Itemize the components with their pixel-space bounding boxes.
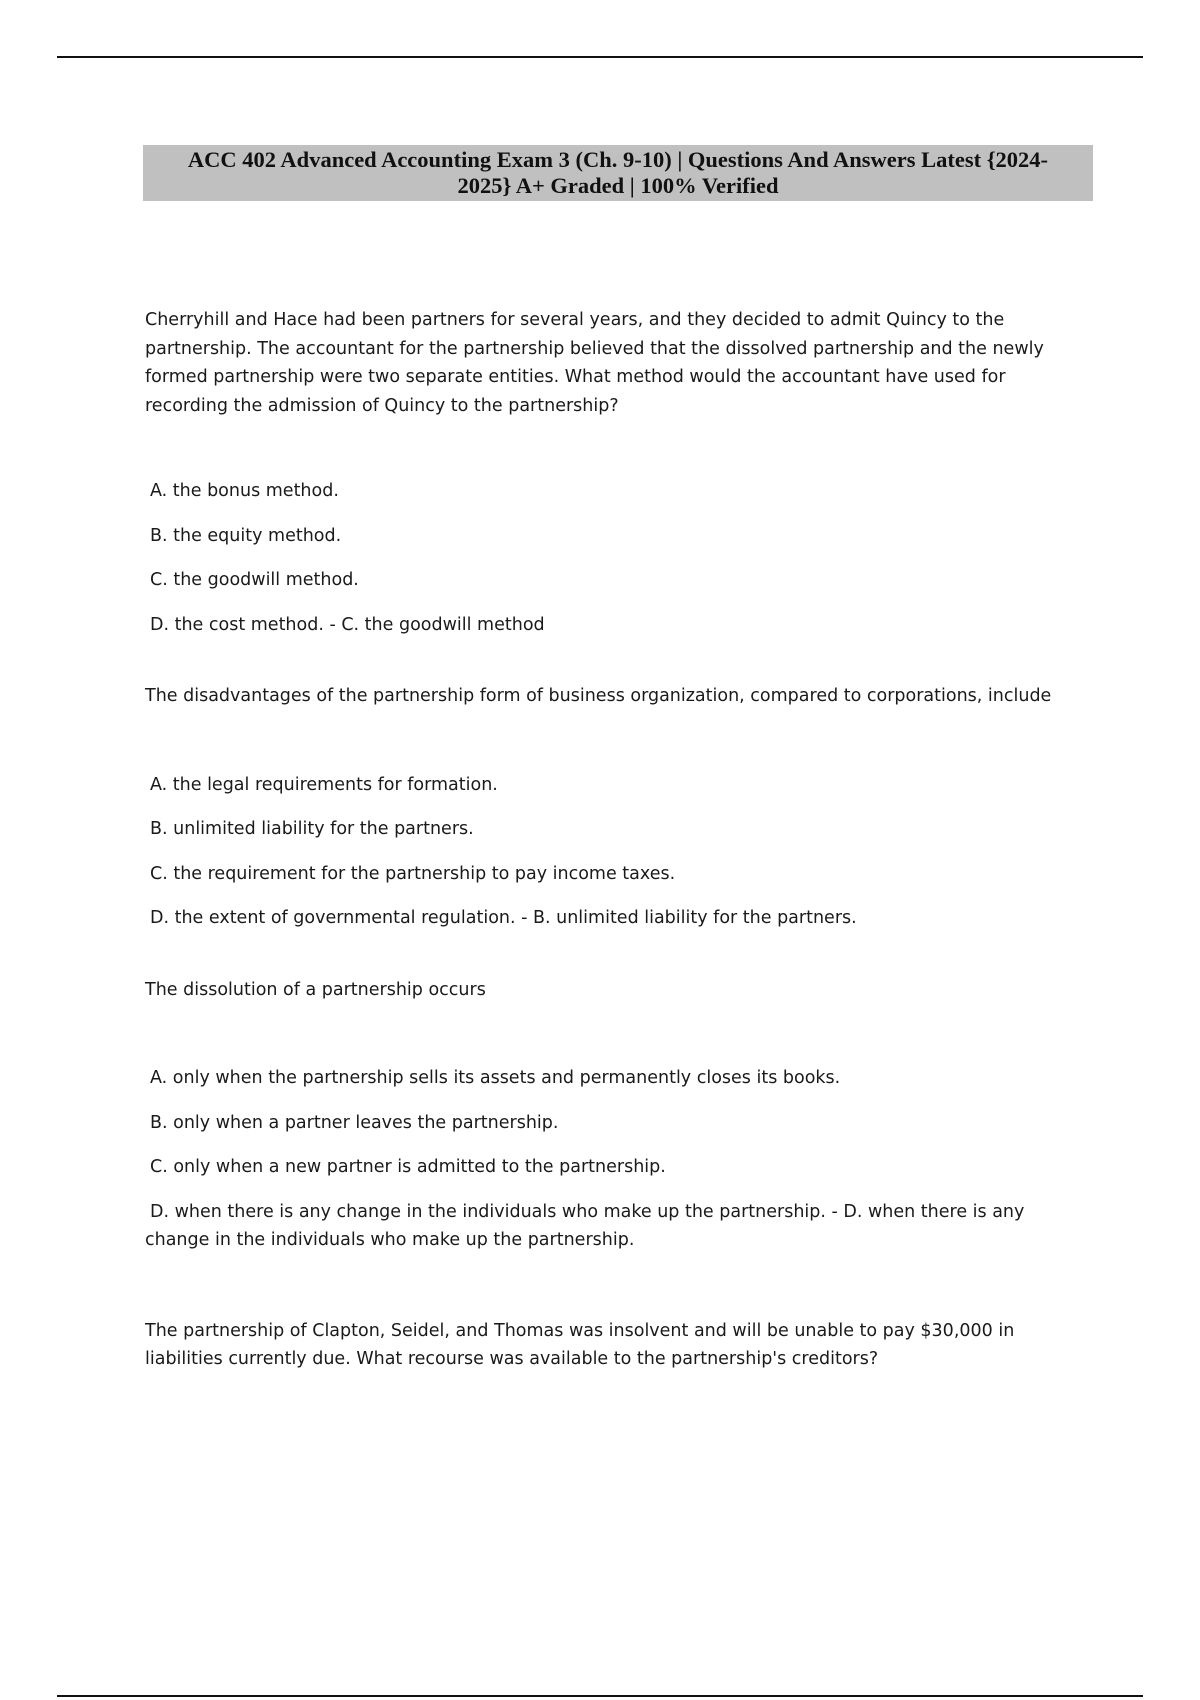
- option-a: A. the legal requirements for formation.: [150, 774, 498, 795]
- option-c: C. only when a new partner is admitted to the partnership.: [150, 1157, 666, 1177]
- question-1-line: formed partnership were two separate entities. What method would the accountant have used for: [145, 367, 1006, 387]
- question-1: [145, 306, 1095, 420]
- title-line-2: 2025} A+ Graded | 100% Verified: [457, 173, 779, 198]
- option-b: B. unlimited liability for the partners.: [150, 819, 474, 839]
- option-d-with-answer: D. the extent of governmental regulation. - B. unlimited liability for the partners.: [150, 908, 857, 928]
- question-1-line: Cherryhill and Hace had been partners for several years, and they decided to admit Quincy to the: [145, 310, 1005, 330]
- option-d-with-answer: D. the cost method. - C. the goodwill method: [150, 614, 545, 635]
- document-body: [145, 306, 1095, 1374]
- question-4-line: The partnership of Clapton, Seidel, and Thomas was insolvent and will be unable to pay $30,000 in: [145, 1320, 1015, 1341]
- option-a: A. the bonus method.: [150, 481, 339, 501]
- question-1-line: recording the admission of Quincy to the partnership?: [145, 395, 619, 416]
- header-rule: [57, 56, 1143, 58]
- option-c: C. the requirement for the partnership to pay income taxes.: [150, 863, 676, 884]
- question-2-line: The disadvantages of the partnership form of business organization, compared to corporations, include: [145, 686, 1052, 706]
- option-d-line-2: change in the individuals who make up the partnership.: [145, 1230, 635, 1250]
- question-1-options: [145, 477, 1095, 655]
- title-line-1: ACC 402 Advanced Accounting Exam 3 (Ch. 9-10) | Questions And Answers Latest {2024-: [187, 147, 1049, 172]
- option-b: B. the equity method.: [150, 525, 342, 546]
- question-3-line: The dissolution of a partnership occurs: [145, 979, 486, 1000]
- document-title: [143, 145, 1093, 201]
- option-a: A. only when the partnership sells its assets and permanently closes its books.: [150, 1068, 841, 1088]
- option-d-line-1: D. when there is any change in the individuals who make up the partnership. - D. when there is any: [150, 1201, 1025, 1222]
- question-1-line: partnership. The accountant for the partnership believed that the dissolved partnership and the newly: [145, 338, 1044, 359]
- option-c: C. the goodwill method.: [150, 570, 359, 590]
- question-2: [145, 682, 1095, 711]
- question-4-line: liabilities currently due. What recourse was available to the partnership's creditors?: [145, 1349, 879, 1369]
- option-b: B. only when a partner leaves the partnership.: [150, 1112, 559, 1133]
- question-3-options: [145, 1064, 1095, 1255]
- question-2-options: [145, 771, 1095, 949]
- question-4: [145, 1317, 1095, 1374]
- footer-rule: [57, 1695, 1143, 1697]
- question-3: [145, 976, 1095, 1005]
- option-d-with-answer: [145, 1198, 1095, 1255]
